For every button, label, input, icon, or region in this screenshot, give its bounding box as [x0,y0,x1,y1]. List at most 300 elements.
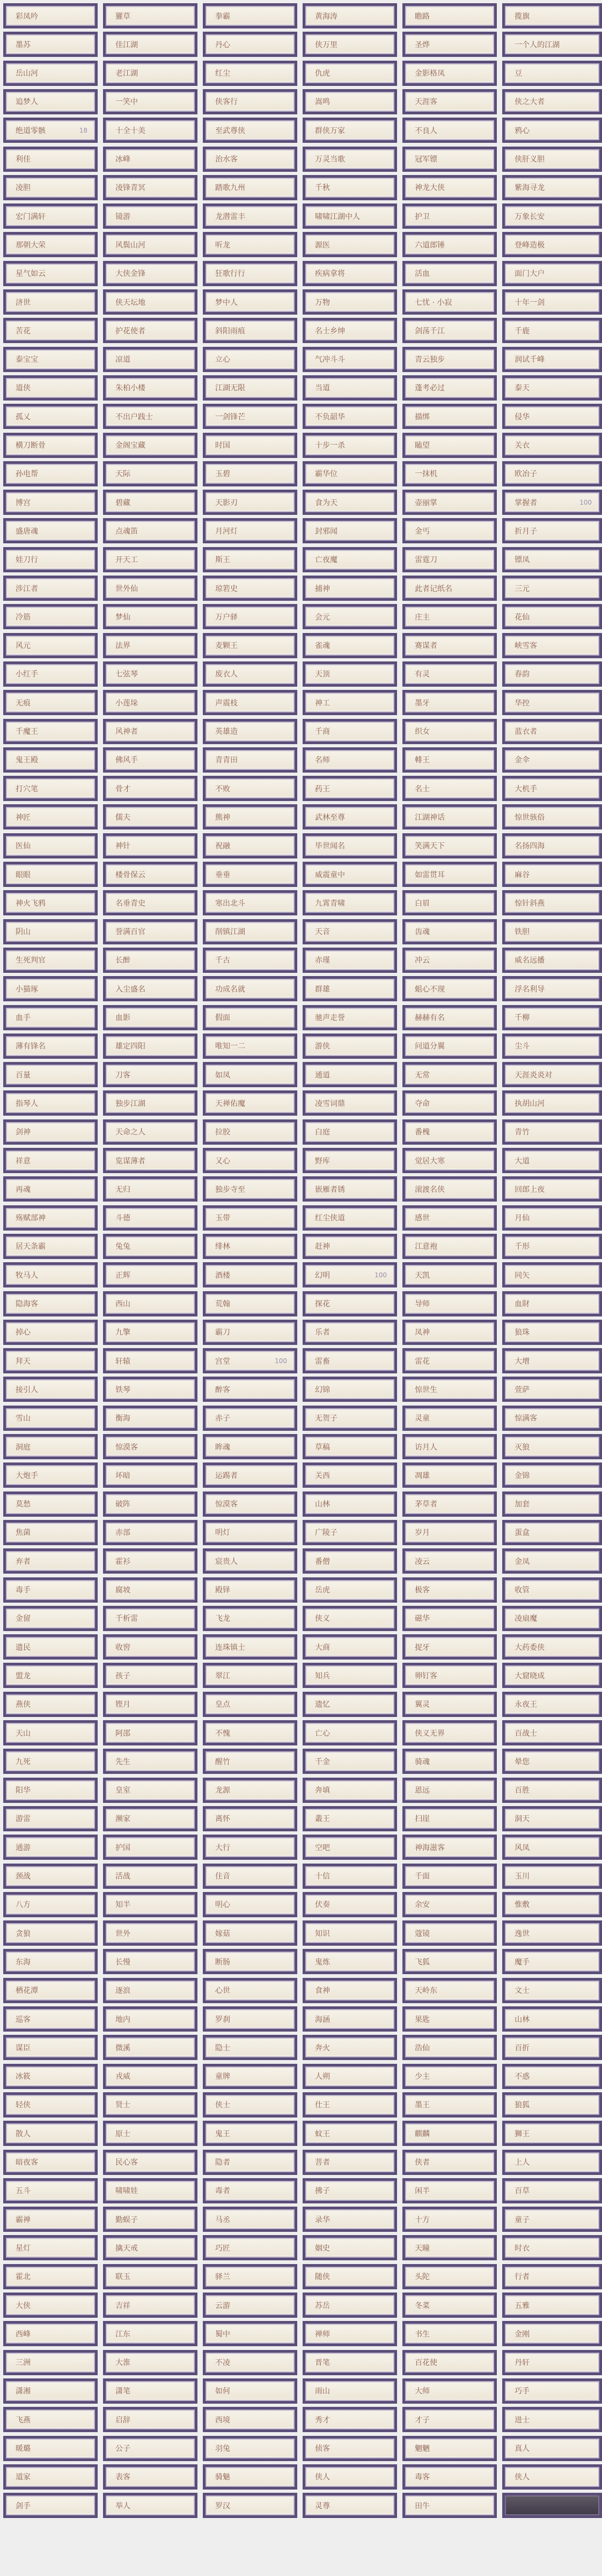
name-card[interactable] [402,1720,497,1745]
name-card[interactable] [402,404,497,429]
name-card[interactable] [502,1262,602,1287]
name-card[interactable] [303,2493,397,2518]
name-card[interactable] [303,1262,397,1287]
name-card[interactable] [502,833,602,858]
name-card[interactable] [203,1892,297,1917]
name-card[interactable] [502,1234,602,1259]
name-card[interactable] [103,147,197,172]
name-card[interactable] [203,1176,297,1202]
name-card[interactable] [402,1005,497,1030]
name-card[interactable] [3,175,98,200]
name-card[interactable] [402,1148,497,1173]
name-card[interactable] [103,690,197,715]
name-card[interactable] [3,747,98,773]
name-card[interactable] [3,1148,98,1173]
name-card[interactable] [502,2235,602,2260]
name-card[interactable] [303,2350,397,2375]
name-card[interactable] [303,2092,397,2117]
name-card[interactable] [3,2464,98,2490]
name-card[interactable] [3,2064,98,2089]
name-card[interactable] [103,375,197,401]
name-card[interactable] [103,1634,197,1660]
name-card[interactable] [303,1920,397,1946]
name-card[interactable] [402,1062,497,1087]
name-card[interactable] [402,1663,497,1688]
name-card[interactable] [502,2035,602,2060]
name-card[interactable] [502,1434,602,1459]
name-card[interactable] [103,433,197,458]
name-card[interactable] [402,1520,497,1545]
name-card[interactable] [303,2150,397,2175]
name-card[interactable] [402,919,497,944]
name-card[interactable] [502,1949,602,1974]
name-card[interactable] [303,1491,397,1517]
name-card[interactable] [303,1978,397,2003]
name-card[interactable] [103,61,197,86]
name-card[interactable] [303,2436,397,2461]
name-card[interactable] [402,2092,497,2117]
name-card[interactable] [203,1377,297,1402]
name-card[interactable] [502,1864,602,1889]
name-card[interactable] [203,1348,297,1373]
name-card[interactable] [502,719,602,744]
name-card[interactable] [303,2321,397,2346]
name-card[interactable] [3,433,98,458]
name-card[interactable] [303,776,397,801]
name-card[interactable] [103,2207,197,2232]
name-card[interactable] [203,2378,297,2404]
name-card[interactable] [203,1520,297,1545]
name-card[interactable] [3,203,98,229]
name-card[interactable] [502,261,602,286]
name-card[interactable] [502,1577,602,1603]
name-card[interactable] [203,633,297,658]
name-card[interactable] [203,3,297,28]
name-card[interactable] [3,318,98,343]
name-card[interactable] [103,1234,197,1259]
name-card[interactable] [103,2264,197,2289]
name-card[interactable] [502,1606,602,1631]
name-card[interactable] [203,1005,297,1030]
name-card[interactable] [103,604,197,629]
name-card[interactable] [502,890,602,915]
name-card[interactable] [502,147,602,172]
name-card[interactable] [502,375,602,401]
name-card[interactable] [303,547,397,572]
name-card[interactable] [3,3,98,28]
name-card[interactable] [502,2092,602,2117]
name-card[interactable] [502,2350,602,2375]
name-card[interactable] [402,719,497,744]
name-card[interactable] [402,3,497,28]
name-card[interactable] [402,1291,497,1316]
name-card[interactable] [103,2064,197,2089]
name-card[interactable] [203,2235,297,2260]
name-card[interactable] [402,1090,497,1116]
name-card[interactable] [303,604,397,629]
name-card[interactable] [402,2464,497,2490]
name-card[interactable] [203,1749,297,1774]
name-card[interactable] [402,1320,497,1345]
name-card[interactable] [502,2207,602,2232]
name-card[interactable] [203,2207,297,2232]
name-card[interactable] [203,433,297,458]
name-card[interactable] [502,1176,602,1202]
name-card[interactable] [103,1462,197,1488]
name-card[interactable] [502,518,602,543]
name-card[interactable] [502,289,602,315]
name-card[interactable] [303,433,397,458]
name-card[interactable] [203,576,297,601]
name-card[interactable] [3,547,98,572]
name-card[interactable] [103,1005,197,1030]
name-card[interactable] [203,1205,297,1231]
name-card[interactable] [203,1778,297,1803]
name-card[interactable] [303,404,397,429]
name-card[interactable] [303,862,397,887]
name-card[interactable] [502,2378,602,2404]
name-card[interactable] [3,289,98,315]
name-card[interactable] [3,1806,98,1831]
name-card[interactable] [203,2293,297,2318]
name-card[interactable] [502,804,602,829]
name-card[interactable] [103,776,197,801]
name-card[interactable] [3,1205,98,1231]
name-card[interactable] [103,1205,197,1231]
name-card[interactable] [402,948,497,973]
name-card[interactable] [502,862,602,887]
name-card[interactable] [303,2006,397,2032]
name-card[interactable] [203,89,297,114]
name-card[interactable] [402,2407,497,2432]
name-card[interactable] [103,2407,197,2432]
name-card[interactable] [203,2064,297,2089]
name-card[interactable] [502,118,602,143]
name-card[interactable] [3,2035,98,2060]
name-card[interactable] [203,1606,297,1631]
name-card[interactable] [203,919,297,944]
name-card[interactable] [203,2321,297,2346]
name-card[interactable] [103,1176,197,1202]
name-card[interactable] [3,2150,98,2175]
name-card[interactable] [502,1462,602,1488]
name-card[interactable] [303,1205,397,1231]
name-card[interactable] [303,461,397,486]
name-card[interactable] [502,604,602,629]
name-card[interactable] [3,2264,98,2289]
name-card[interactable] [502,318,602,343]
name-card[interactable] [303,375,397,401]
name-card[interactable] [303,690,397,715]
name-card[interactable] [203,490,297,515]
name-card[interactable] [402,1892,497,1917]
name-card[interactable] [203,1949,297,1974]
name-card[interactable] [303,89,397,114]
name-card[interactable] [103,118,197,143]
name-card[interactable] [3,1663,98,1688]
name-card[interactable] [3,719,98,744]
name-card[interactable] [303,2464,397,2490]
name-card[interactable] [103,1291,197,1316]
name-card[interactable] [502,203,602,229]
name-card[interactable] [502,232,602,257]
name-card[interactable] [203,2178,297,2203]
name-card[interactable] [502,89,602,114]
name-card[interactable] [502,2264,602,2289]
name-card[interactable] [203,2350,297,2375]
name-card[interactable] [502,404,602,429]
name-card[interactable] [303,2264,397,2289]
name-card[interactable] [402,461,497,486]
name-card[interactable] [103,1062,197,1087]
name-card[interactable] [402,1749,497,1774]
name-card[interactable] [402,1234,497,1259]
name-card[interactable] [3,147,98,172]
name-card[interactable] [3,804,98,829]
name-card[interactable] [103,976,197,1001]
name-card[interactable] [3,1462,98,1488]
name-card[interactable] [203,1119,297,1145]
name-card[interactable] [402,547,497,572]
name-card[interactable] [502,2150,602,2175]
name-card[interactable] [502,1920,602,1946]
name-card[interactable] [402,2064,497,2089]
name-card[interactable] [203,1864,297,1889]
name-card[interactable] [3,490,98,515]
name-card[interactable] [502,2464,602,2490]
name-card[interactable] [402,203,497,229]
name-card[interactable] [303,1892,397,1917]
name-card[interactable] [303,1663,397,1688]
name-card[interactable] [203,1577,297,1603]
name-card[interactable] [103,232,197,257]
name-card[interactable] [3,2407,98,2432]
name-card[interactable] [502,547,602,572]
name-card[interactable] [303,1176,397,1202]
name-card[interactable] [402,604,497,629]
name-card[interactable] [103,1548,197,1574]
name-card[interactable] [103,2092,197,2117]
name-card[interactable] [402,1835,497,1860]
name-card[interactable] [103,1606,197,1631]
name-card[interactable] [103,1491,197,1517]
name-card[interactable] [103,347,197,372]
name-card[interactable] [103,1320,197,1345]
name-card[interactable] [402,747,497,773]
name-card[interactable] [103,1090,197,1116]
name-card[interactable] [402,2207,497,2232]
name-card[interactable] [402,147,497,172]
name-card[interactable] [3,1520,98,1545]
name-card[interactable] [303,1034,397,1059]
name-card[interactable] [303,289,397,315]
name-card[interactable] [103,547,197,572]
name-card[interactable] [402,1978,497,2003]
name-card[interactable] [502,2121,602,2146]
name-card[interactable] [303,1749,397,1774]
name-card[interactable] [203,1062,297,1087]
name-card[interactable] [203,203,297,229]
name-card[interactable] [402,1205,497,1231]
name-card[interactable] [103,2321,197,2346]
name-card[interactable] [303,1291,397,1316]
name-card[interactable] [303,3,397,28]
name-card[interactable] [303,1606,397,1631]
name-card[interactable] [3,1548,98,1574]
name-card[interactable] [203,2006,297,2032]
name-card[interactable] [502,1749,602,1774]
name-card[interactable] [402,862,497,887]
name-card[interactable] [402,2293,497,2318]
name-card[interactable] [203,175,297,200]
name-card[interactable] [3,232,98,257]
name-card[interactable] [502,1634,602,1660]
name-card[interactable] [502,1090,602,1116]
name-card[interactable] [402,2350,497,2375]
name-card[interactable] [203,289,297,315]
name-card[interactable] [103,919,197,944]
name-card[interactable] [303,1577,397,1603]
name-card[interactable] [3,89,98,114]
name-card[interactable] [103,1720,197,1745]
name-card[interactable] [402,1262,497,1287]
name-card[interactable] [103,175,197,200]
name-card[interactable] [502,1320,602,1345]
name-card[interactable] [203,61,297,86]
name-card[interactable] [103,890,197,915]
name-card[interactable] [103,261,197,286]
name-card[interactable] [502,433,602,458]
name-card[interactable] [3,661,98,687]
name-card[interactable] [3,1720,98,1745]
name-card[interactable] [203,1920,297,1946]
name-card[interactable] [402,1692,497,1717]
name-card[interactable] [303,890,397,915]
name-card[interactable] [203,118,297,143]
name-card[interactable] [402,661,497,687]
name-card[interactable] [502,976,602,1001]
name-card[interactable] [103,2350,197,2375]
name-card[interactable] [502,1548,602,1574]
name-card[interactable] [502,1034,602,1059]
name-card[interactable] [3,948,98,973]
name-card[interactable] [203,1692,297,1717]
name-card[interactable] [402,2493,497,2518]
name-card[interactable] [303,261,397,286]
name-card[interactable] [303,2207,397,2232]
name-card[interactable] [303,1005,397,1030]
name-card[interactable] [3,862,98,887]
name-card[interactable] [3,2092,98,2117]
name-card[interactable] [303,1234,397,1259]
name-card[interactable] [402,1348,497,1373]
name-card[interactable] [203,518,297,543]
name-card[interactable] [502,776,602,801]
name-card[interactable] [103,2006,197,2032]
name-card[interactable] [502,2436,602,2461]
name-card[interactable] [3,1920,98,1946]
name-card[interactable] [502,2064,602,2089]
name-card[interactable] [3,461,98,486]
name-card[interactable] [203,347,297,372]
name-card[interactable] [3,833,98,858]
name-card[interactable] [3,1320,98,1345]
name-card[interactable] [103,1520,197,1545]
name-card[interactable] [402,576,497,601]
name-card[interactable] [103,747,197,773]
name-card[interactable] [402,1119,497,1145]
name-card[interactable] [103,1406,197,1431]
name-card[interactable] [3,1634,98,1660]
name-card[interactable] [303,2064,397,2089]
name-card[interactable] [203,776,297,801]
name-card[interactable] [103,89,197,114]
name-card[interactable] [402,1949,497,1974]
name-card[interactable] [402,976,497,1001]
name-card[interactable] [3,375,98,401]
name-card[interactable] [402,1864,497,1889]
name-card[interactable] [502,3,602,28]
name-card[interactable] [402,1577,497,1603]
name-card[interactable] [3,1835,98,1860]
name-card[interactable] [203,1491,297,1517]
name-card[interactable] [103,2464,197,2490]
name-card[interactable] [303,1634,397,1660]
name-card[interactable] [502,1119,602,1145]
name-card[interactable] [303,976,397,1001]
name-card[interactable] [3,118,98,143]
name-card[interactable] [203,2121,297,2146]
name-card[interactable] [3,1491,98,1517]
name-card[interactable] [303,1434,397,1459]
name-card[interactable] [203,232,297,257]
name-card[interactable] [103,2121,197,2146]
name-card[interactable] [203,2264,297,2289]
name-card[interactable] [3,1348,98,1373]
name-card[interactable] [103,719,197,744]
name-card[interactable] [203,604,297,629]
name-card[interactable] [3,633,98,658]
name-card[interactable] [502,661,602,687]
name-card[interactable] [402,1778,497,1803]
name-card[interactable] [303,661,397,687]
name-card[interactable] [502,1663,602,1688]
name-card[interactable] [502,948,602,973]
name-card[interactable] [203,1663,297,1688]
name-card[interactable] [103,490,197,515]
name-card[interactable] [3,1749,98,1774]
name-card[interactable] [103,804,197,829]
name-card[interactable] [303,1692,397,1717]
name-card[interactable] [203,2436,297,2461]
name-card[interactable] [303,804,397,829]
name-card[interactable] [502,747,602,773]
name-card[interactable] [103,1577,197,1603]
name-card[interactable] [502,1005,602,1030]
name-card[interactable] [103,1778,197,1803]
name-card[interactable] [402,261,497,286]
name-card[interactable] [402,89,497,114]
name-card[interactable] [203,1634,297,1660]
name-card[interactable] [402,490,497,515]
name-card[interactable] [3,2207,98,2232]
name-card[interactable] [502,32,602,57]
name-card[interactable] [303,719,397,744]
name-card[interactable] [3,1406,98,1431]
name-card[interactable] [103,2293,197,2318]
name-card[interactable] [502,1835,602,1860]
name-card[interactable] [203,2150,297,2175]
